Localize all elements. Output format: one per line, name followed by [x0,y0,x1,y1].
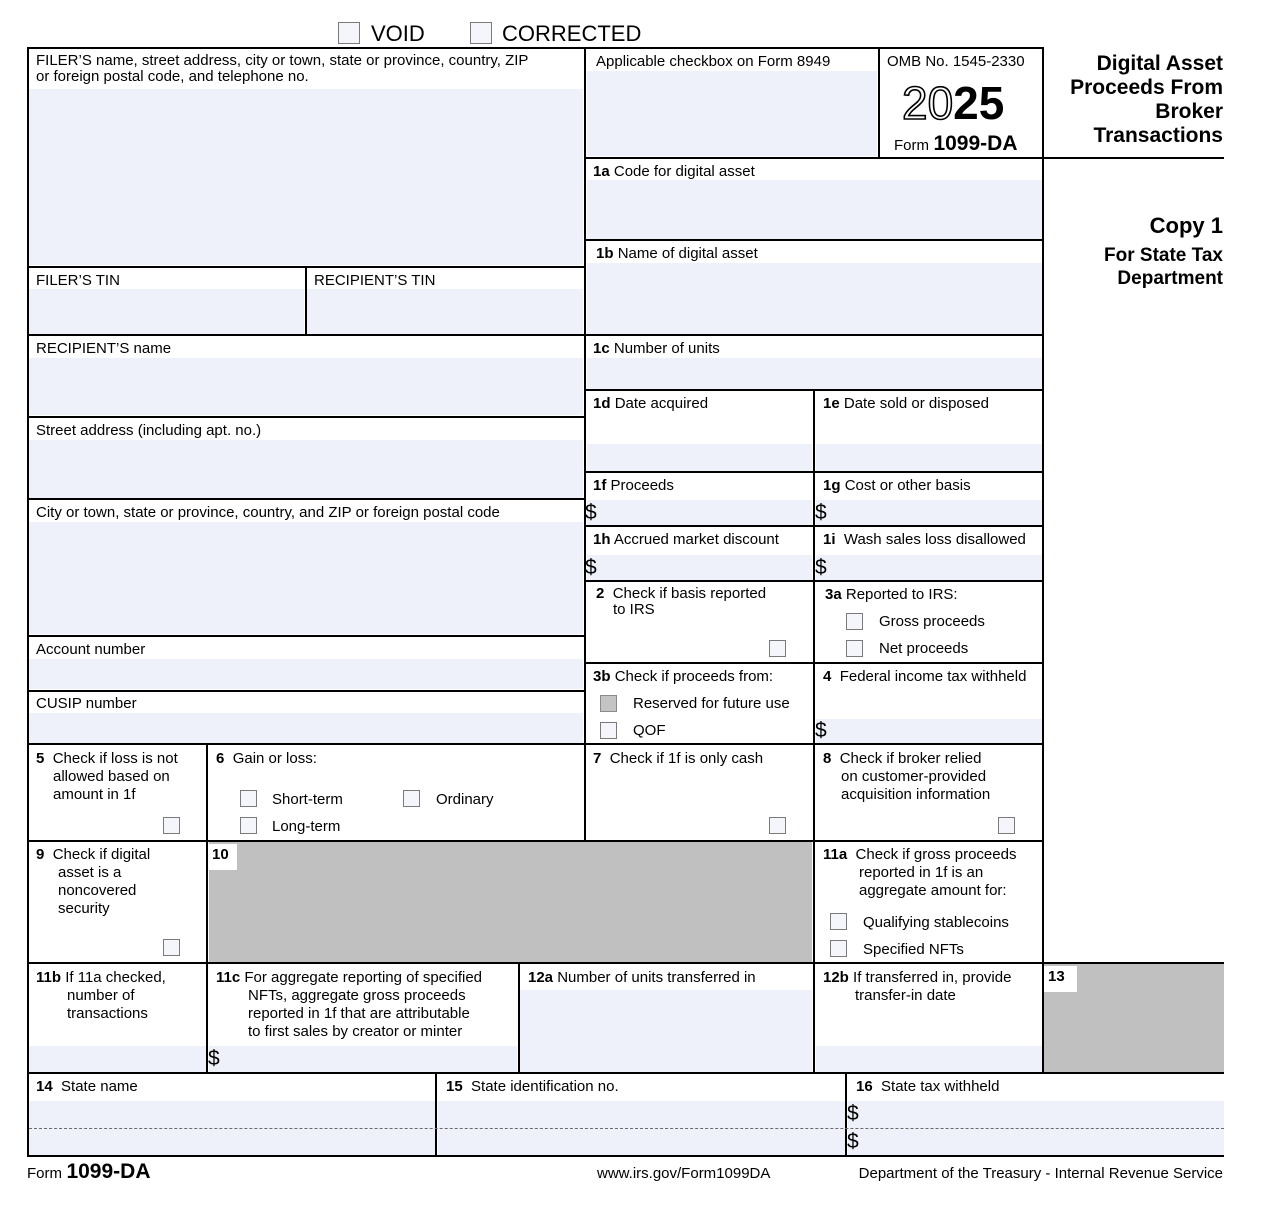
box-1g-dollar-sign: $ [815,501,827,524]
box-2-label: 2 Check if basis reported to IRS [596,585,767,618]
specified-nfts-checkbox[interactable] [830,940,847,957]
recipient-tin-field[interactable] [307,289,583,334]
qof-label: QOF [633,722,666,739]
box-3b-label: 3b Check if proceeds from: [593,668,774,685]
form-word: Form [894,137,929,154]
box-1h-label: 1h Accrued market discount [593,531,779,548]
corrected-checkbox[interactable] [470,22,492,44]
form-title [1070,52,1223,148]
cusip-number-field[interactable] [29,713,583,743]
filer-tin-field[interactable] [29,289,304,334]
box-16-dollar-sign-1: $ [847,1102,859,1125]
street-address-field[interactable] [29,440,583,498]
box-10-number: 10 [209,844,237,870]
reserved-label: Reserved for future use [633,695,790,712]
tax-year-suffix: 25 [953,77,1005,129]
box-1g-label: 1g Cost or other basis [823,477,971,494]
filer-info-label [36,53,528,85]
title-line: Digital Asset [1096,52,1223,75]
copy-description [1104,244,1223,290]
box-11c-dollar-sign: $ [208,1047,220,1070]
box-7-checkbox[interactable] [769,817,786,834]
box-1h-field[interactable] [587,555,812,580]
box-1f-field[interactable] [587,500,812,525]
title-line: Transactions [1093,124,1223,147]
box-12b-label: 12b If transferred in, provide transfer-in date [823,969,1012,1004]
box-1b-field[interactable] [587,263,1042,334]
box-8-label: 8 Check if broker relied on customer-provided acquisition information [823,750,991,803]
box-1h-dollar-sign: $ [585,556,597,579]
net-proceeds-checkbox[interactable] [846,640,863,657]
tax-year-prefix: 20 [902,77,954,129]
ordinary-label: Ordinary [436,791,494,808]
reserved-checkbox [600,695,617,712]
title-line: Proceeds From [1070,76,1223,99]
omb-number: OMB No. 1545-2330 [887,53,1025,70]
title-line: Broker [1155,100,1223,123]
box-12b-field[interactable] [816,1046,1042,1072]
street-address-label: Street address (including apt. no.) [36,422,262,439]
box-14-label: 14 State name [36,1078,138,1095]
box-1i-dollar-sign: $ [815,556,827,579]
box-16-label: 16 State tax withheld [856,1078,1000,1095]
box-1a-field[interactable] [587,180,1042,239]
box-4-label: 4 Federal income tax withheld [823,668,1027,685]
form-number: 1099-DA [933,132,1018,155]
qof-checkbox[interactable] [600,722,617,739]
box-3a-label: 3a Reported to IRS: [825,586,958,603]
box-11a-label: 11a Check if gross proceeds reported in 1f is an aggregate amount for: [823,846,1017,899]
footer-form-word: Form [27,1165,62,1182]
gross-proceeds-label: Gross proceeds [879,613,985,630]
box-1e-label: 1e Date sold or disposed [823,395,989,412]
recipient-name-label: RECIPIENT’S name [36,340,172,357]
copy-label: Copy 1 [1149,213,1223,238]
box-7-label: 7 Check if 1f is only cash [593,750,764,767]
box-9-checkbox[interactable] [163,939,180,956]
footer-form-number: 1099-DA [66,1160,151,1183]
short-term-checkbox[interactable] [240,790,257,807]
box-11b-field[interactable] [29,1046,206,1072]
box-1f-dollar-sign: $ [585,501,597,524]
box-1d-label: 1d Date acquired [593,395,709,412]
recipient-tin-label: RECIPIENT’S TIN [314,272,436,289]
filer-label-line: or foreign postal code, and telephone no. [36,68,309,85]
city-field[interactable] [29,522,583,634]
box-15-label: 15 State identification no. [446,1078,619,1095]
filer-label-line: FILER’S name, street address, city or town, state or province, country, ZIP [36,52,529,69]
applicable-checkbox-label: Applicable checkbox on Form 8949 [596,53,831,70]
box-4-dollar-sign: $ [815,719,827,742]
qualifying-stablecoins-label: Qualifying stablecoins [863,914,1009,931]
box-6-label: 6 Gain or loss: [216,750,317,767]
ordinary-checkbox[interactable] [403,790,420,807]
void-label: VOID [371,21,425,46]
account-number-field[interactable] [29,659,583,689]
box-1d-field[interactable] [587,444,812,471]
cusip-number-label: CUSIP number [36,695,137,712]
void-checkbox[interactable] [338,22,360,44]
footer-url[interactable]: www.irs.gov/Form1099DA [597,1165,771,1182]
specified-nfts-label: Specified NFTs [863,941,964,958]
box-9-label: 9 Check if digital asset is a noncovered security [36,846,151,917]
applicable-checkbox-field[interactable] [587,71,877,156]
box-11c-label: 11c For aggregate reporting of specified NFTs, aggregate gross proceeds reported in 1f that are attributable to first sales by creator or minter [216,969,483,1040]
short-term-label: Short-term [272,791,343,808]
box-11c-field[interactable] [209,1046,517,1072]
box-5-checkbox[interactable] [163,817,180,834]
footer-agency: Department of the Treasury - Internal Revenue Service [858,1165,1223,1182]
box-8-checkbox[interactable] [998,817,1015,834]
box-12a-field[interactable] [520,990,812,1072]
box-1a-label: 1a Code for digital asset [593,163,755,180]
box-13-number: 13 [1044,966,1077,992]
corrected-label: CORRECTED [502,21,642,46]
box-11b-label: 11b If 11a checked, number of transactions [36,969,166,1022]
box-16-dollar-sign-2: $ [847,1130,859,1153]
gross-proceeds-checkbox[interactable] [846,613,863,630]
box-2-checkbox[interactable] [769,640,786,657]
box-1e-field[interactable] [816,444,1042,471]
box-10-reserved [209,842,812,962]
box-12a-label: 12a Number of units transferred in [528,969,756,986]
filer-tin-label: FILER’S TIN [36,272,120,289]
long-term-checkbox[interactable] [240,817,257,834]
box-4-field[interactable] [816,719,1042,743]
long-term-label: Long-term [272,818,341,835]
box-1i-field[interactable] [816,555,1042,580]
box-1g-field[interactable] [816,500,1042,525]
box-1i-label: 1i Wash sales loss disallowed [823,531,1026,548]
filer-info-field[interactable] [29,89,583,265]
tax-year [902,78,1004,128]
box-1c-field[interactable] [587,358,1042,389]
copy-desc-line: Department [1117,268,1223,289]
box-1f-label: 1f Proceeds [593,477,674,494]
box-1c-label: 1c Number of units [593,340,720,357]
box-5-label: 5 Check if loss is not allowed based on amount in 1f [36,750,178,803]
footer-form-id [27,1160,151,1184]
city-label: City or town, state or province, country, and ZIP or foreign postal code [36,504,500,521]
account-number-label: Account number [36,641,146,658]
qualifying-stablecoins-checkbox[interactable] [830,913,847,930]
recipient-name-field[interactable] [29,358,583,415]
box-1b-label: 1b Name of digital asset [596,245,758,262]
copy-desc-line: For State Tax [1104,245,1223,266]
form-id [894,132,1018,156]
net-proceeds-label: Net proceeds [879,640,969,657]
